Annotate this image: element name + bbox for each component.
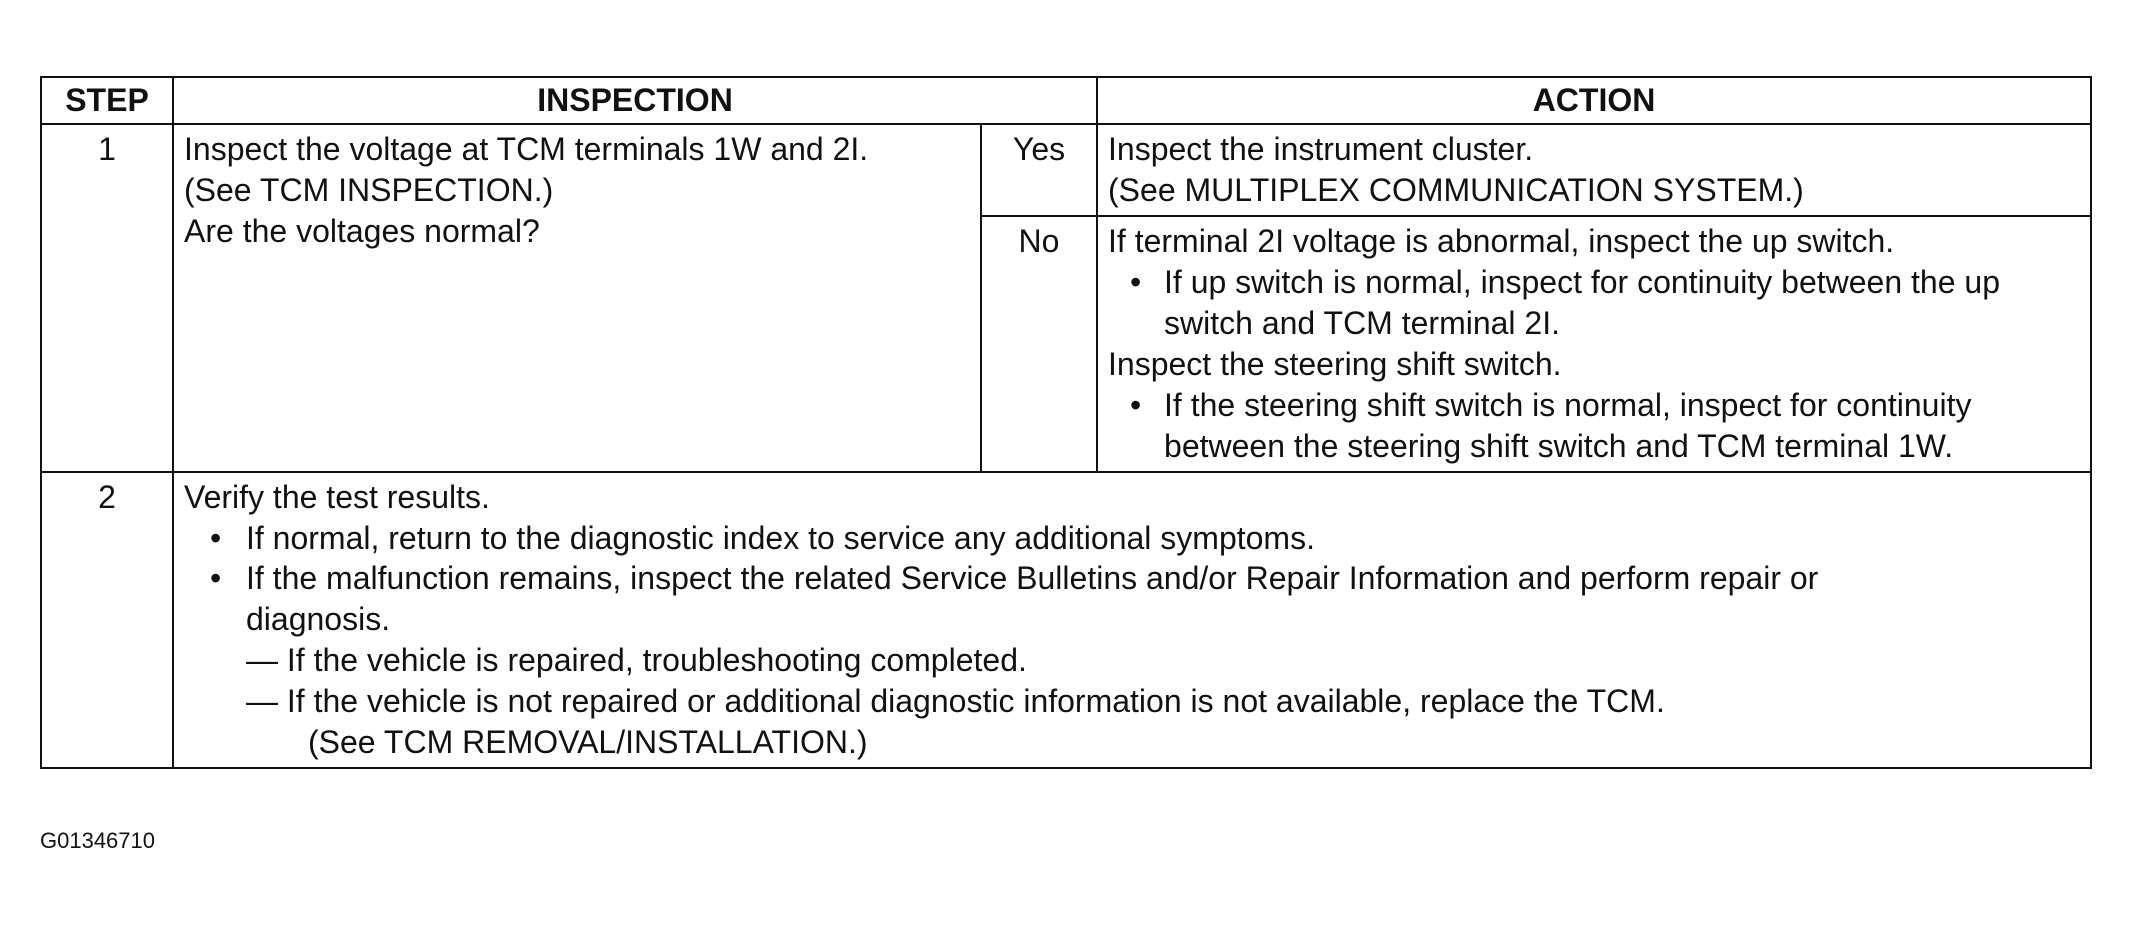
- header-step: STEP: [41, 77, 173, 124]
- step2-dash-2-reference: (See TCM REMOVAL/INSTALLATION.): [308, 724, 868, 761]
- step2-bullet-1: • If normal, return to the diagnostic index to service any additional symptoms.: [184, 518, 2080, 559]
- table-row-step2: [41, 472, 2091, 769]
- table-row-step1-yes: [41, 124, 2091, 216]
- step2-intro: Verify the test results.: [184, 478, 490, 515]
- step2-dash-2: — If the vehicle is not repaired or additional diagnostic information is not available, replace the TCM.: [246, 683, 1665, 720]
- step1-inspection-cell: [173, 124, 981, 472]
- diagnostic-procedure-table: [40, 76, 2092, 769]
- step2-dash-1: — If the vehicle is repaired, troubleshooting completed.: [246, 642, 1027, 679]
- step1-no-intro-1: If terminal 2I voltage is abnormal, inspect the up switch.: [1108, 222, 1895, 259]
- answer-yes-label: Yes: [981, 124, 1097, 216]
- step1-inspection-question: Are the voltages normal?: [184, 212, 540, 249]
- figure-id: G01346710: [40, 828, 155, 853]
- step-number-2: 2: [41, 472, 173, 769]
- step1-no-intro-2: Inspect the steering shift switch.: [1108, 345, 1562, 382]
- header-inspection: INSPECTION: [173, 77, 1097, 124]
- step1-inspection-reference: (See TCM INSPECTION.): [184, 171, 554, 208]
- header-action: ACTION: [1097, 77, 2091, 124]
- step1-no-bullet-1: • If up switch is normal, inspect for continuity between the up switch and TCM terminal 2I.: [1108, 262, 2080, 344]
- table-header-row: [41, 77, 2091, 124]
- step1-yes-action-reference: (See MULTIPLEX COMMUNICATION SYSTEM.): [1108, 171, 1804, 208]
- step1-no-action-cell: [1097, 216, 2091, 472]
- step1-yes-action-line: Inspect the instrument cluster.: [1108, 130, 1534, 167]
- step2-content-cell: [173, 472, 2091, 769]
- step-number-1: 1: [41, 124, 173, 472]
- step1-no-bullet-2: • If the steering shift switch is normal, inspect for continuity between the steering shift switch and TCM terminal 1W.: [1108, 385, 2080, 467]
- step2-bullet-2: • If the malfunction remains, inspect the related Service Bulletins and/or Repair Information and perform repair or diagnosis.: [184, 558, 2080, 640]
- step1-yes-action-cell: [1097, 124, 2091, 216]
- answer-no-label: No: [981, 216, 1097, 472]
- step1-inspection-line: Inspect the voltage at TCM terminals 1W and 2I.: [184, 130, 869, 167]
